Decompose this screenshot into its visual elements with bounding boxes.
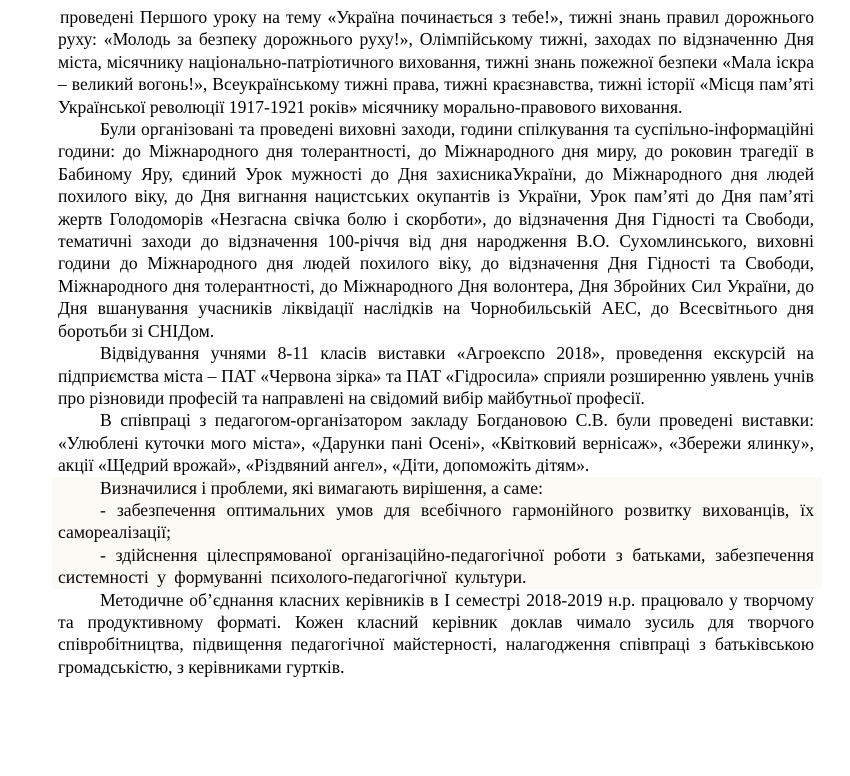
paragraph-4: В співпраці з педагогом-організатором закладу Богдановою С.В. були проведені виставки: «Улюблені куточки мого міста», «Дарунки пані Осені», «Квітковий вернісаж», «Збережи ялинку», акції «Щедрий врожай», «Різдвяний ангел», «Діти, допоможіть дітям». xyxy=(58,410,814,476)
problem-item-1: - забезпечення оптимальних умов для всебічного гармонійного розвитку вихованців, їх самореалізації; xyxy=(58,499,814,543)
paragraph-1: проведені Першого уроку на тему «Україна починається з тебе!», тижні знань правил дорожнього руху: «Молодь за безпеку дорожнього руху!», Олімпійському тижні, заходах по відзначенню Дня міста, місячнику національно-патріотичного виховання, тижні знань пожежної безпеки «Мала іскра – великий вогонь!», Всеукраїнському тижні права, тижні краєзнавства, тижні історії «Місця пам’яті Української революції 1917-1921 років» місячнику морально-правового виховання. xyxy=(58,7,814,117)
paragraph-2: Були організовані та проведені виховні заходи, години спілкування та суспільно-інформаційні години: до Міжнародного дня толерантності, до Міжнародного дня миру, до роковин трагедії в Бабиному Яру, єдиний Урок мужності до Дня захисникаУкраїни, до Міжнародного дня людей похилого віку, до Дня вигнання нацистських окупантів із України, Урок пам’яті до Дня пам’яті жертв Голодоморів «Незгасна свічка болю і скорботи», до відзначення Дня Гідності та Свободи, тематичні заходи до відзначення 100-річчя від дня народження В.О. Сухомлинського, виховні години до Міжнародного дня людей похилого віку, до відзначення Дня Гідності та Свободи, Міжнародного дня толерантності, до Міжнародного Дня волонтера, Дня Збройних Сил України, до Дня вшанування учасників ліквідації наслідків на Чорнобильській АЕС, до Всесвітнього дня боротьби зі СНІДом. xyxy=(58,119,814,341)
problems-block xyxy=(52,477,822,589)
paragraph-3: Відвідування учнями 8-11 класів виставки «Агроекспо 2018», проведення екскурсій на підприємства міста – ПАТ «Червона зірка» та ПАТ «Гідросила» сприяли розширенню уявлень учнів про різновиди професій та направлені на свідомий вибір майбутньої професії. xyxy=(58,343,814,408)
problem-item-2: - здійснення цілеспрямованої організаційно-педагогічної роботи з батьками, забезпечення системності у формуванні психолого-педагогічної культури. xyxy=(58,544,814,588)
paragraph-8: Методичне об’єднання класних керівників в І семестрі 2018-2019 н.р. працювало у творчому та продуктивному форматі. Кожен класний керівник доклав чимало зусиль для творчого співробітництва, підвищення педагогічної майстерності, налагодження співпраці з батьківською громадськістю, з керівниками гуртків. xyxy=(58,589,814,677)
paragraph-5: Визначилися і проблеми, які вимагають вирішення, а саме: xyxy=(100,477,543,498)
